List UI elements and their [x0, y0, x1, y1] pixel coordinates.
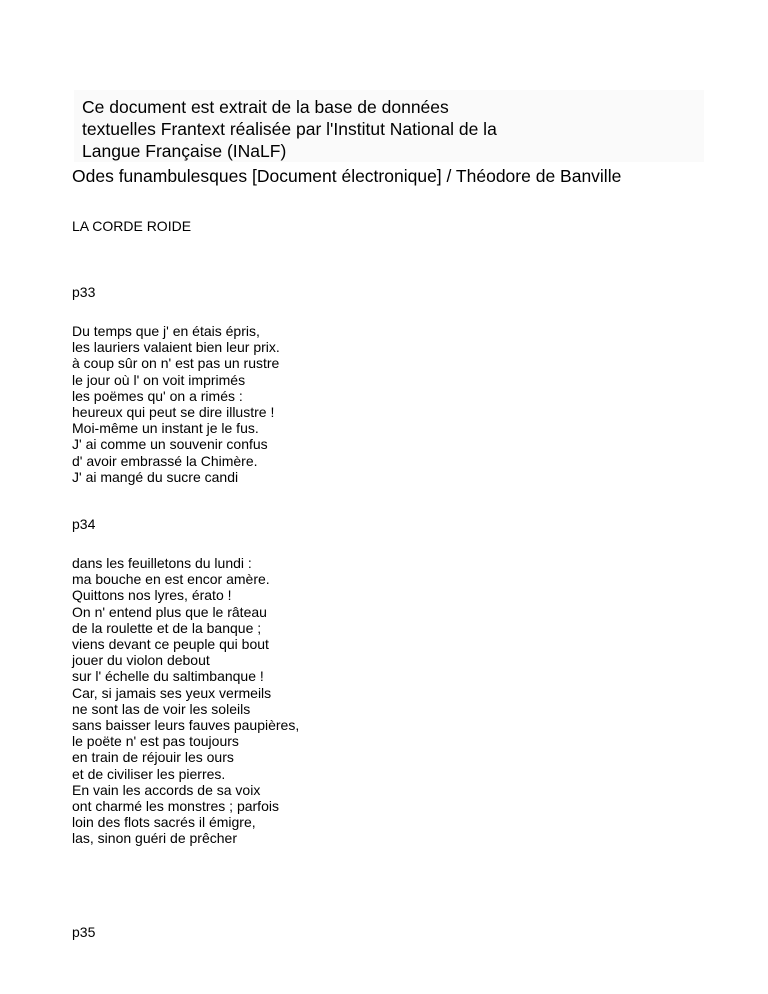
verse-line: sans baisser leurs fauves paupières,: [72, 717, 300, 734]
verse-line: Du temps que j' en étais épris,: [72, 323, 260, 339]
section-heading: LA CORDE ROIDE: [72, 218, 192, 234]
notice-line: Langue Française (INaLF): [82, 141, 287, 161]
verse-line: les lauriers valaient bien leur prix.: [72, 339, 280, 356]
verse-line: viens devant ce peuple qui bout: [72, 636, 269, 653]
page-marker-p34: p34: [72, 516, 96, 532]
verse-line: le poëte n' est pas toujours: [72, 733, 239, 750]
verse-line: On n' entend plus que le râteau: [72, 603, 267, 620]
verse-line: Quittons nos lyres, érato !: [72, 587, 232, 604]
verse-line: de la roulette et de la banque ;: [72, 619, 262, 636]
verse-line: J' ai comme un souvenir confus: [72, 436, 268, 453]
verse-line: Moi-même un instant je le fus.: [72, 420, 259, 437]
verse-line: ont charmé les monstres ; parfois: [72, 798, 279, 815]
verse-line: J' ai mangé du sucre candi: [72, 468, 239, 485]
verse-line: ma bouche en est encor amère.: [72, 571, 270, 588]
verse-line: à coup sûr on n' est pas un rustre: [72, 355, 280, 372]
verse-line: et de civiliser les pierres.: [72, 765, 226, 782]
verse-line: jouer du violon debout: [72, 652, 210, 669]
verse-line: en train de réjouir les ours: [72, 749, 234, 766]
verse-line: ne sont las de voir les soleils: [72, 700, 251, 717]
page-marker-p35: p35: [72, 924, 96, 940]
notice-line: textuelles Frantext réalisée par l'Institut National de la: [82, 119, 497, 139]
source-notice: [74, 90, 704, 162]
verse-line: les poëmes qu' on a rimés :: [72, 387, 243, 404]
verse-line: dans les feuilletons du lundi :: [72, 555, 252, 571]
verse-line: las, sinon guéri de prêcher: [72, 830, 237, 847]
verse-line: En vain les accords de sa voix: [72, 781, 261, 798]
verse-line: le jour où l' on voit imprimés: [72, 371, 246, 388]
verse-line: Car, si jamais ses yeux vermeils: [72, 684, 272, 701]
verse-line: loin des flots sacrés il émigre,: [72, 814, 256, 831]
notice-line: Ce document est extrait de la base de données: [82, 97, 449, 117]
verse-block-p33: [72, 323, 280, 485]
page-marker-p33: p33: [72, 284, 96, 300]
verse-line: heureux qui peut se dire illustre !: [72, 404, 275, 421]
document-title: Odes funambulesques [Document électronique] / Théodore de Banville: [72, 166, 622, 186]
verse-line: sur l' échelle du saltimbanque !: [72, 668, 264, 685]
verse-block-p34: [72, 555, 299, 847]
verse-line: d' avoir embrassé la Chimère.: [72, 452, 258, 469]
